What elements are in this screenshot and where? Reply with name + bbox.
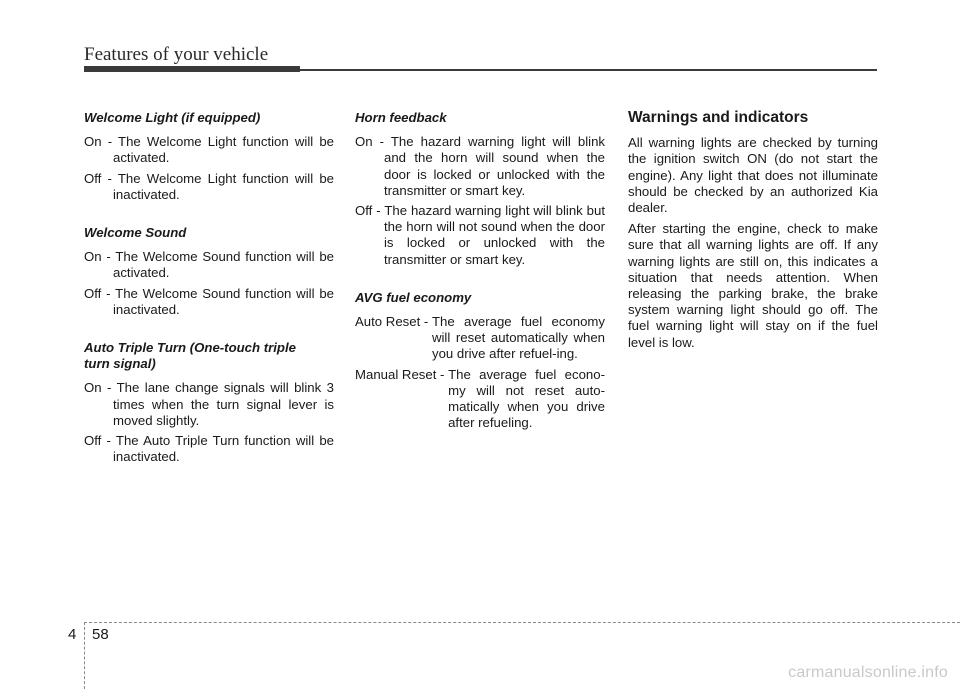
chapter-number: 4 xyxy=(68,626,77,643)
paragraph-1: All warning lights are checked by turning the ignition switch ON (do not start the engine). Any light that does not illuminate should be checked by an authorized Kia dealer. xyxy=(628,135,878,216)
option-on: On - The hazard warning light will blink and the horn will sound when the door is locked or unlocked with the transmitter or smart key. xyxy=(355,134,605,198)
option-on: On - The Welcome Light function will be activated. xyxy=(84,134,334,166)
subheading-avg-fuel-economy: AVG fuel economy xyxy=(355,289,472,305)
section-welcome-light xyxy=(84,110,334,203)
section-avg-fuel-economy xyxy=(355,290,605,432)
option-off: Off - The hazard warning light will blink but the horn will not sound when the door is locked or unlocked with the transmitter or smart key. xyxy=(355,203,605,267)
option-on: On - The lane change signals will blink 3 times when the turn signal lever is moved slightly. xyxy=(84,380,334,428)
footer-rule xyxy=(84,622,960,623)
section-horn-feedback xyxy=(355,110,605,268)
column-middle xyxy=(355,110,605,453)
header-rule-thin xyxy=(300,69,877,71)
subheading-horn-feedback: Horn feedback xyxy=(355,110,447,125)
auto-reset-label: Auto Reset - xyxy=(355,314,432,330)
header-rule-thick xyxy=(84,66,300,72)
manual-reset-label: Manual Reset - xyxy=(355,366,449,382)
option-on: On - The Welcome Sound function will be activated. xyxy=(84,249,334,281)
section-welcome-sound xyxy=(84,225,334,318)
subheading-auto-triple-line2: turn signal) xyxy=(84,356,156,372)
option-off: Off - The Auto Triple Turn function will be inactivated. xyxy=(84,433,334,465)
option-off: Off - The Welcome Sound function will be inactivated. xyxy=(84,285,334,317)
auto-reset-text: The average fuel economy will reset automatically when you drive after refuel-ing. xyxy=(431,314,605,362)
paragraph-2: After starting the engine, check to make sure that all warning lights are off. If any warning lights are still on, this indicates a situation that needs attention. When releasing the parking brake, the brake system warning light should go off. The fuel warning light will stay on if the fuel level is low. xyxy=(628,221,878,350)
option-manual-reset xyxy=(355,367,605,432)
manual-reset-text: The average fuel econo-my will not reset auto-matically when you drive after refueling. xyxy=(448,366,605,431)
option-off: Off - The Welcome Light function will be inactivated. xyxy=(84,170,334,202)
column-right xyxy=(628,110,878,356)
option-auto-reset xyxy=(355,314,605,363)
heading-warnings-indicators: Warnings and indicators xyxy=(628,109,809,126)
footer-divider xyxy=(84,622,85,689)
subheading-auto-triple-line1: Auto Triple Turn (One-touch triple xyxy=(84,340,296,356)
page-header-title: Features of your vehicle xyxy=(84,44,269,65)
watermark-text: carmanualsonline.info xyxy=(788,664,948,681)
section-auto-triple-turn xyxy=(84,340,334,465)
subheading-welcome-light: Welcome Light (if equipped) xyxy=(84,110,261,125)
column-left xyxy=(84,110,334,487)
page-number: 58 xyxy=(92,626,109,643)
subheading-welcome-sound: Welcome Sound xyxy=(84,225,187,241)
